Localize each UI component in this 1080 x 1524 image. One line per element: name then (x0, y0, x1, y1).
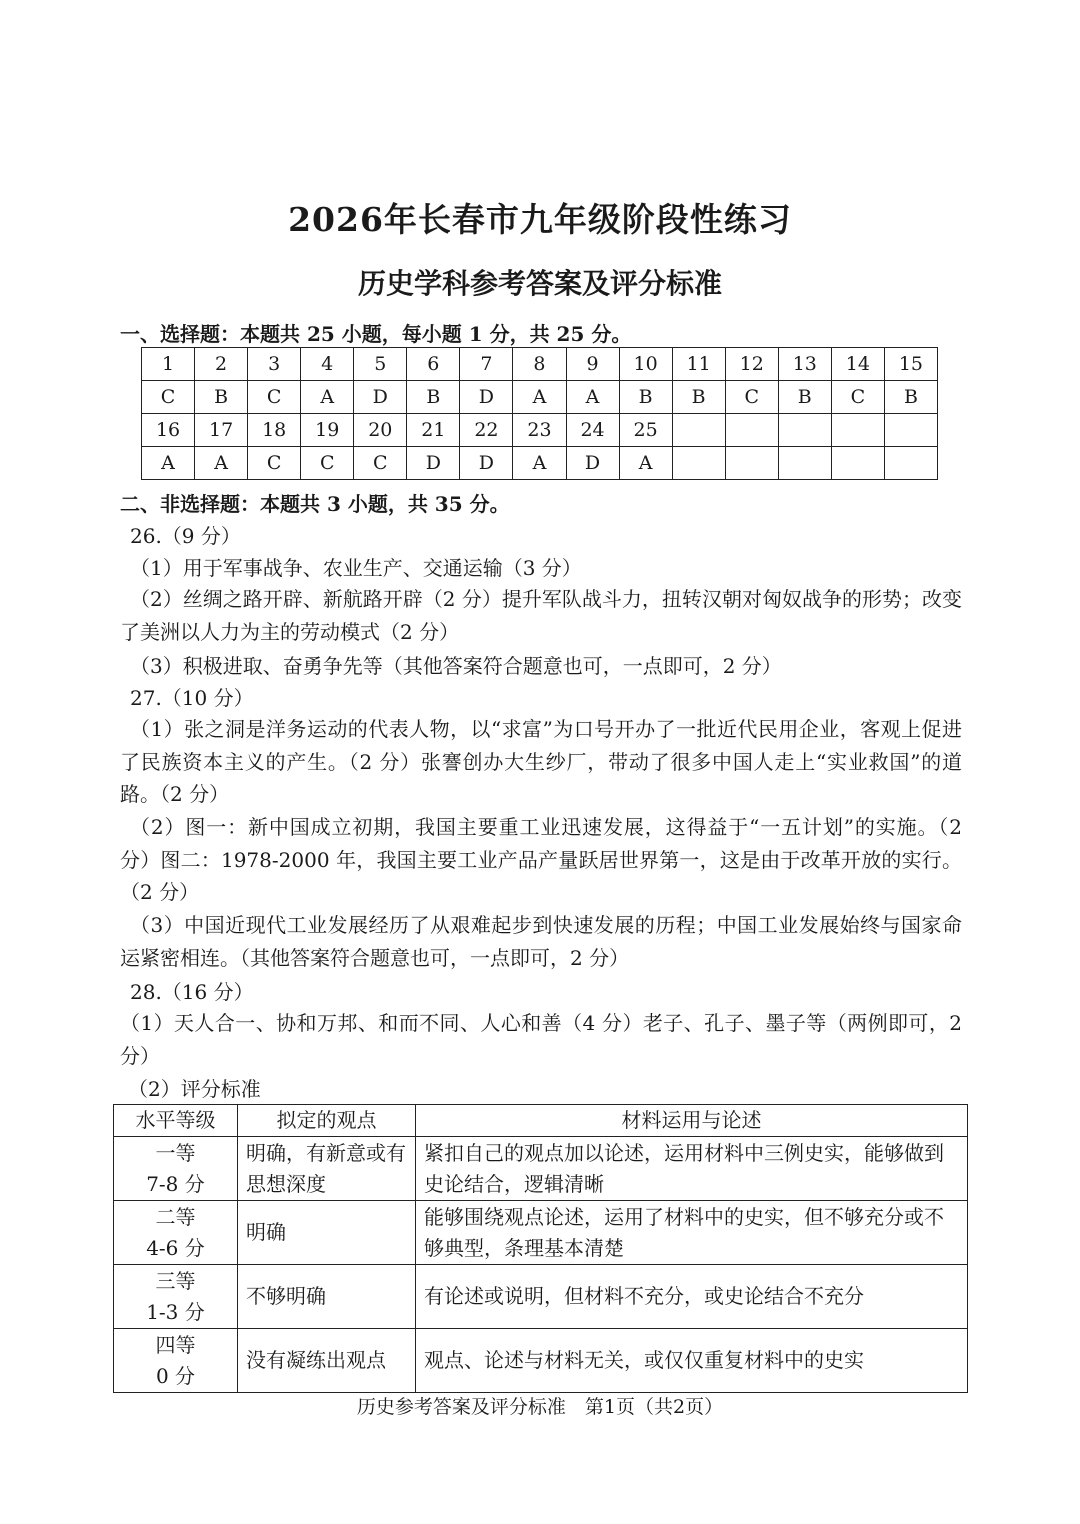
section2-heading: 二、非选择题：本题共 3 小题，共 35 分。 (120, 492, 510, 516)
q26-part2: （2）丝绸之路开辟、新航路开辟（2 分）提升军队战斗力，扭转汉朝对匈奴战争的形势；改变了美洲以人力为主的劳动模式（2 分） (120, 587, 962, 644)
section1-heading: 一、选择题：本题共 25 小题，每小题 1 分，共 25 分。 (120, 322, 632, 346)
rubric-level: 一等 (155, 1140, 196, 1165)
rubric-level-cell (114, 1329, 238, 1393)
answer-cell: A (513, 381, 566, 414)
rubric-viewpoint: 没有凝练出观点 (238, 1329, 416, 1393)
rubric-level-cell (114, 1201, 238, 1265)
answer-cell: C (248, 447, 301, 480)
question-number-cell: 13 (778, 348, 831, 381)
question-number-cell (725, 414, 778, 447)
rubric-header-row (114, 1105, 968, 1137)
question-number-cell: 9 (566, 348, 619, 381)
rubric-header-argument: 材料运用与论述 (416, 1105, 968, 1137)
answer-cell: A (566, 381, 619, 414)
question-number-cell: 4 (301, 348, 354, 381)
rubric-level-cell (114, 1137, 238, 1201)
answer-table (141, 347, 938, 480)
question-number-cell: 25 (619, 414, 672, 447)
q28-part2: （2）评分标准 (128, 1077, 261, 1101)
q27-label: 27.（10 分） (130, 686, 254, 710)
q27-part3: （3）中国近现代工业发展经历了从艰难起步到快速发展的历程；中国工业发展始终与国家命运紧密相连。（其他答案符合题意也可，一点即可，2 分） (120, 913, 962, 970)
question-number-cell (778, 414, 831, 447)
answer-row (142, 447, 938, 480)
rubric-row (114, 1265, 968, 1329)
answer-cell: B (619, 381, 672, 414)
rubric-row (114, 1329, 968, 1393)
question-number-cell: 15 (884, 348, 937, 381)
question-number-cell: 10 (619, 348, 672, 381)
q26-part3: （3）积极进取、奋勇争先等（其他答案符合题意也可，一点即可，2 分） (130, 654, 782, 678)
answer-cell: D (407, 447, 460, 480)
rubric-score: 1-3 分 (146, 1299, 205, 1324)
rubric-argument: 有论述或说明，但材料不充分，或史论结合不充分 (416, 1265, 968, 1329)
answer-cell: C (725, 381, 778, 414)
answer-row (142, 381, 938, 414)
question-number-cell: 7 (460, 348, 513, 381)
answer-cell: C (142, 381, 195, 414)
answer-cell (831, 447, 884, 480)
rubric-header-level: 水平等级 (114, 1105, 238, 1137)
answer-cell (672, 447, 725, 480)
answer-cell: A (301, 381, 354, 414)
question-number-cell: 19 (301, 414, 354, 447)
answer-cell: D (460, 447, 513, 480)
question-number-cell: 6 (407, 348, 460, 381)
question-number-cell (831, 414, 884, 447)
page-subtitle: 历史学科参考答案及评分标准 (357, 267, 722, 300)
q26-part1: （1）用于军事战争、农业生产、交通运输（3 分） (130, 556, 582, 580)
question-number-cell: 8 (513, 348, 566, 381)
question-number-cell: 23 (513, 414, 566, 447)
rubric-score: 4-6 分 (146, 1235, 205, 1260)
question-number-cell: 22 (460, 414, 513, 447)
q28-label: 28.（16 分） (130, 980, 254, 1004)
question-number-cell: 21 (407, 414, 460, 447)
rubric-level-cell (114, 1265, 238, 1329)
answer-cell: A (513, 447, 566, 480)
rubric-argument: 紧扣自己的观点加以论述，运用材料中三例史实，能够做到史论结合，逻辑清晰 (416, 1137, 968, 1201)
question-number-cell: 17 (195, 414, 248, 447)
rubric-score: 0 分 (155, 1363, 196, 1388)
answer-cell: D (354, 381, 407, 414)
rubric-viewpoint: 明确 (238, 1201, 416, 1265)
rubric-level: 二等 (155, 1204, 196, 1229)
q27-part1: （1）张之洞是洋务运动的代表人物，以“求富”为口号开办了一批近代民用企业，客观上促进了民族资本主义的产生。（2 分）张謇创办大生纱厂，带动了很多中国人走上“实业救国”的道路。（2 分） (120, 717, 962, 806)
rubric-viewpoint: 明确，有新意或有思想深度 (238, 1137, 416, 1201)
question-number-cell: 24 (566, 414, 619, 447)
question-number-cell: 20 (354, 414, 407, 447)
answer-cell (884, 447, 937, 480)
rubric-row (114, 1137, 968, 1201)
answer-cell: C (354, 447, 407, 480)
answer-cell: B (884, 381, 937, 414)
rubric-level: 四等 (155, 1332, 196, 1357)
question-number-cell: 11 (672, 348, 725, 381)
question-number-cell (884, 414, 937, 447)
q28-part1: （1）天人合一、协和万邦、和而不同、人心和善（4 分）老子、孔子、墨子等（两例即可，2 分） (120, 1011, 962, 1068)
answer-cell: D (566, 447, 619, 480)
answer-cell: B (195, 381, 248, 414)
rubric-row (114, 1201, 968, 1265)
rubric-table (113, 1104, 968, 1393)
q27-part2: （2）图一：新中国成立初期，我国主要重工业迅速发展，这得益于“一五计划”的实施。（2 分）图二：1978-2000 年，我国主要工业产品产量跃居世界第一，这是由于改革开放的实行。（2 分） (120, 815, 962, 904)
question-number-cell: 1 (142, 348, 195, 381)
question-number-cell: 14 (831, 348, 884, 381)
question-number-cell (672, 414, 725, 447)
question-number-cell: 18 (248, 414, 301, 447)
answer-cell: D (460, 381, 513, 414)
q26-label: 26.（9 分） (130, 524, 241, 548)
answer-cell: B (778, 381, 831, 414)
page-footer: 历史参考答案及评分标准 第1页（共2页） (356, 1396, 724, 1418)
answer-cell: A (619, 447, 672, 480)
answer-cell: A (195, 447, 248, 480)
answer-cell: C (301, 447, 354, 480)
answer-cell: B (407, 381, 460, 414)
answer-cell: A (142, 447, 195, 480)
rubric-argument: 观点、论述与材料无关，或仅仅重复材料中的史实 (416, 1329, 968, 1393)
rubric-header-viewpoint: 拟定的观点 (238, 1105, 416, 1137)
rubric-viewpoint: 不够明确 (238, 1265, 416, 1329)
question-number-cell: 16 (142, 414, 195, 447)
answer-cell (778, 447, 831, 480)
answer-cell (725, 447, 778, 480)
rubric-level: 三等 (155, 1268, 196, 1293)
rubric-score: 7-8 分 (146, 1171, 205, 1196)
question-number-cell: 3 (248, 348, 301, 381)
question-number-row (142, 414, 938, 447)
answer-cell: C (831, 381, 884, 414)
question-number-row (142, 348, 938, 381)
question-number-cell: 5 (354, 348, 407, 381)
rubric-argument: 能够围绕观点论述，运用了材料中的史实，但不够充分或不够典型，条理基本清楚 (416, 1201, 968, 1265)
answer-cell: C (248, 381, 301, 414)
answer-cell: B (672, 381, 725, 414)
page-title: 2026年长春市九年级阶段性练习 (288, 200, 792, 239)
question-number-cell: 12 (725, 348, 778, 381)
question-number-cell: 2 (195, 348, 248, 381)
